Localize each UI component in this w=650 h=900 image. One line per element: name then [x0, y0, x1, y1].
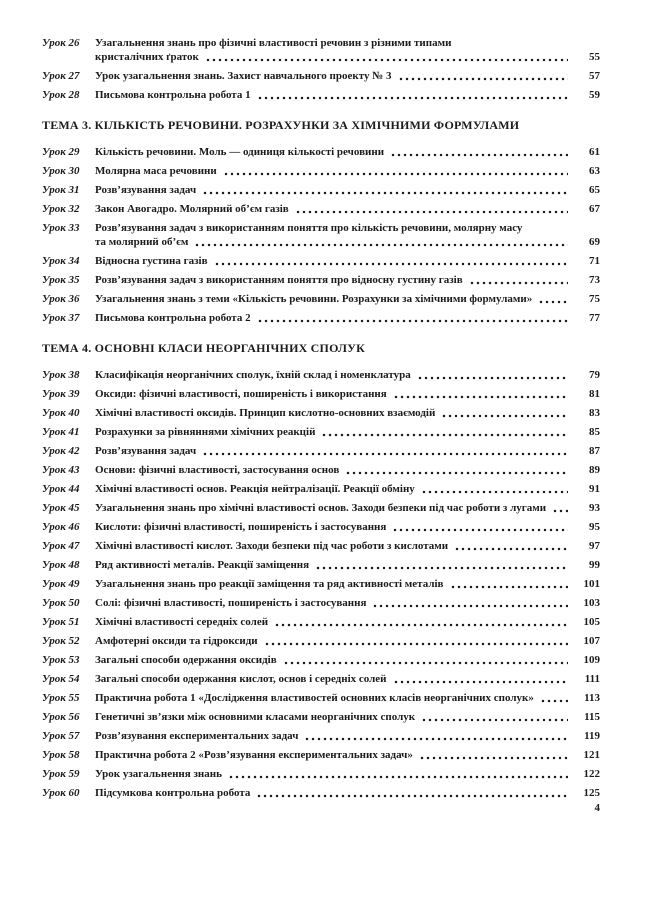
toc-entry: [42, 501, 600, 515]
lesson-title-lastline: [95, 539, 600, 553]
toc-entry: [42, 577, 600, 591]
lesson-title-line: Узагальнення знань з теми «Кількість речовини. Розрахунки за хімічними формулами»: [95, 293, 533, 305]
lesson-title-lastline: [95, 653, 600, 667]
lesson-title-line: Узагальнення знань про реакції заміщення та ряд активності металів: [95, 578, 444, 590]
lesson-title-line: Розрахунки за рівняннями хімічних реакцій: [95, 426, 316, 438]
page-ref: 67: [589, 203, 600, 215]
lesson-title: [95, 444, 600, 458]
lesson-number: Урок 37: [42, 312, 80, 324]
lesson-title-line: Класифікація неорганічних сполук, їхній склад і номенклатура: [95, 369, 411, 381]
lesson-title-lastline: [95, 88, 600, 102]
lesson-number: Урок 34: [42, 255, 80, 267]
page-ref: 69: [589, 236, 600, 248]
lesson-title: [95, 292, 600, 306]
dot-leader: [552, 509, 568, 513]
lesson-title-lastline: [95, 292, 600, 306]
toc-entry: [42, 164, 600, 178]
toc-entry: [42, 254, 600, 268]
lesson-number: Урок 55: [42, 692, 80, 704]
lesson-number: Урок 53: [42, 654, 80, 666]
toc-entry: [42, 202, 600, 216]
lesson-title: [95, 729, 600, 743]
dot-leader: [295, 210, 568, 214]
footer-page-number: 4: [594, 802, 600, 814]
lesson-number: Урок 27: [42, 70, 80, 82]
lesson-title: [95, 69, 600, 83]
dot-leader: [257, 319, 568, 323]
lesson-title-lastline: [95, 577, 600, 591]
lesson-title: [95, 596, 600, 610]
lesson-number: Урок 36: [42, 293, 80, 305]
toc-entry: [42, 615, 600, 629]
lesson-title-line: Узагальнення знань про фізичні властивості речовин з різними типами: [95, 37, 452, 49]
toc-entry: [42, 729, 600, 743]
lesson-title-line: Амфотерні оксиди та гідроксиди: [95, 635, 258, 647]
lesson-title: [95, 539, 600, 553]
toc-entry: [42, 221, 600, 249]
page-ref: 89: [589, 464, 600, 476]
lesson-title-lastline: [95, 767, 600, 781]
toc-entry: [42, 653, 600, 667]
lesson-number: Урок 30: [42, 165, 80, 177]
lesson-number: Урок 41: [42, 426, 80, 438]
toc-entry: [42, 406, 600, 420]
page-ref: 91: [589, 483, 600, 495]
lesson-number: Урок 33: [42, 222, 80, 234]
lesson-title-line: Розв’язування задач: [95, 445, 197, 457]
lesson-title: [95, 311, 600, 325]
lesson-title: [95, 145, 600, 159]
page-ref: 103: [583, 597, 600, 609]
dot-leader: [223, 172, 568, 176]
page-ref: 101: [583, 578, 600, 590]
dot-leader: [421, 490, 568, 494]
dot-leader: [264, 642, 568, 646]
toc-entry: [42, 558, 600, 572]
lesson-number: Урок 60: [42, 787, 80, 799]
toc-entry: [42, 311, 600, 325]
lesson-title: [95, 273, 600, 287]
page-ref: 81: [589, 388, 600, 400]
lesson-title-lastline: [95, 501, 600, 515]
page-ref: 65: [589, 184, 600, 196]
dot-leader: [417, 376, 568, 380]
lesson-title-line: Кислоти: фізичні властивості, поширеність і застосування: [95, 521, 387, 533]
page-ref: 99: [589, 559, 600, 571]
lesson-title-line: Відносна густина газів: [95, 255, 208, 267]
toc-entry: [42, 88, 600, 102]
lesson-title-line: Розв’язування експериментальних задач: [95, 730, 299, 742]
toc-entry: [42, 273, 600, 287]
page-ref: 83: [589, 407, 600, 419]
lesson-title-line: Солі: фізичні властивості, поширеність і застосування: [95, 597, 367, 609]
page-ref: 87: [589, 445, 600, 457]
lesson-title-line: Підсумкова контрольна робота: [95, 787, 251, 799]
page-ref: 93: [589, 502, 600, 514]
page-ref: 97: [589, 540, 600, 552]
lesson-title-lastline: [95, 558, 600, 572]
dot-leader: [321, 433, 568, 437]
dot-leader: [393, 395, 568, 399]
lesson-number: Урок 32: [42, 203, 80, 215]
dot-leader: [421, 718, 568, 722]
lesson-title: [95, 748, 600, 762]
lesson-number: Урок 57: [42, 730, 80, 742]
toc-entry: [42, 710, 600, 724]
page-ref: 95: [589, 521, 600, 533]
dot-leader: [256, 794, 568, 798]
toc-entry: [42, 539, 600, 553]
lesson-title: [95, 254, 600, 268]
lesson-title-lastline: [95, 444, 600, 458]
page-ref: 113: [584, 692, 600, 704]
lesson-title: [95, 767, 600, 781]
page-ref: 79: [589, 369, 600, 381]
lesson-title-lastline: [95, 729, 600, 743]
lesson-title-line: Письмова контрольна робота 2: [95, 312, 251, 324]
lesson-title: [95, 691, 600, 705]
lesson-number: Урок 44: [42, 483, 80, 495]
page-ref: 109: [583, 654, 600, 666]
lesson-title: [95, 558, 600, 572]
lesson-title: [95, 183, 600, 197]
dot-leader: [419, 756, 568, 760]
page-ref: 125: [583, 787, 600, 799]
page-ref: 55: [589, 51, 600, 63]
toc-entry: [42, 672, 600, 686]
lesson-title-line: Урок узагальнення знань: [95, 768, 222, 780]
lesson-title-line: Оксиди: фізичні властивості, поширеність і використання: [95, 388, 387, 400]
page-ref: 107: [583, 635, 600, 647]
toc-entry: [42, 387, 600, 401]
lesson-title-line: Кількість речовини. Моль — одиниця кількості речовини: [95, 146, 385, 158]
toc-entry: [42, 425, 600, 439]
lesson-number: Урок 43: [42, 464, 80, 476]
lesson-number: Урок 42: [42, 445, 80, 457]
lesson-title-line: Розв’язування задач з використанням поняття про відносну густину газів: [95, 274, 463, 286]
lesson-title-lastline: [95, 254, 600, 268]
toc-entry: [42, 368, 600, 382]
dot-leader: [274, 623, 568, 627]
page-ref: 122: [583, 768, 600, 780]
lesson-title-line: Хімічні властивості кислот. Заходи безпеки під час роботи з кислотами: [95, 540, 449, 552]
toc-entry: [42, 292, 600, 306]
dot-leader: [441, 414, 568, 418]
page-ref: 77: [589, 312, 600, 324]
dot-leader: [315, 566, 568, 570]
lesson-title-lastline: [95, 406, 600, 420]
lesson-title-lastline: [95, 615, 600, 629]
lesson-title-lastline: [95, 311, 600, 325]
dot-leader: [372, 604, 568, 608]
dot-leader: [390, 153, 568, 157]
dot-leader: [304, 737, 568, 741]
lesson-title: [95, 202, 600, 216]
lesson-title-lastline: [95, 482, 600, 496]
lesson-title-line: Урок узагальнення знань. Захист навчального проекту № 3: [95, 70, 392, 82]
dot-leader: [345, 471, 568, 475]
lesson-title: [95, 653, 600, 667]
lesson-title-lastline: [95, 425, 600, 439]
lesson-title-lastline: [95, 387, 600, 401]
lesson-title-line: Хімічні властивості оксидів. Принцип кислотно-основних взаємодій: [95, 407, 436, 419]
page-ref: 115: [584, 711, 600, 723]
lesson-number: Урок 50: [42, 597, 80, 609]
dot-leader: [202, 452, 568, 456]
dot-leader: [283, 661, 568, 665]
toc-entry: [42, 634, 600, 648]
lesson-title-line: Загальні способи одержання оксидів: [95, 654, 277, 666]
lesson-number: Урок 46: [42, 521, 80, 533]
lesson-title-line: Основи: фізичні властивості, застосування основ: [95, 464, 340, 476]
lesson-title-lastline: [95, 183, 600, 197]
lesson-title-lastline: [95, 164, 600, 178]
lesson-title-line: Узагальнення знань про хімічні властивості основ. Заходи безпеки під час роботи з лугами: [95, 502, 547, 514]
page-ref: 119: [584, 730, 600, 742]
lesson-title-lastline: [95, 273, 600, 287]
page-ref: 71: [589, 255, 600, 267]
table-of-contents: [42, 36, 600, 805]
lesson-title-lastline: [95, 691, 600, 705]
lesson-title-lastline: [95, 235, 600, 249]
lesson-title-line: кристалічних ґраток: [95, 51, 199, 63]
dot-leader: [398, 77, 568, 81]
lesson-number: Урок 40: [42, 407, 80, 419]
toc-entry: [42, 36, 600, 64]
lesson-title-lastline: [95, 596, 600, 610]
lesson-number: Урок 48: [42, 559, 80, 571]
toc-entry: [42, 183, 600, 197]
lesson-title-line: Практична робота 1 «Дослідження властивостей основних класів неорганічних сполук»: [95, 692, 534, 704]
lesson-title-line: Розв’язування задач з використанням поняття про кількість речовини, молярну масу: [95, 222, 523, 234]
page-ref: 85: [589, 426, 600, 438]
dot-leader: [194, 243, 568, 247]
lesson-title-lastline: [95, 50, 600, 64]
lesson-title-lastline: [95, 520, 600, 534]
dot-leader: [469, 281, 568, 285]
toc-entry: [42, 691, 600, 705]
lesson-title: [95, 520, 600, 534]
lesson-number: Урок 56: [42, 711, 80, 723]
toc-entry: [42, 463, 600, 477]
lesson-title: [95, 164, 600, 178]
dot-leader: [228, 775, 568, 779]
lesson-title: [95, 710, 600, 724]
lesson-title-lastline: [95, 69, 600, 83]
lesson-title: [95, 387, 600, 401]
lesson-title-line: Практична робота 2 «Розв’язування експериментальних задач»: [95, 749, 413, 761]
lesson-title: [95, 406, 600, 420]
lesson-number: Урок 49: [42, 578, 80, 590]
lesson-title-lastline: [95, 202, 600, 216]
lesson-number: Урок 29: [42, 146, 80, 158]
lesson-title-lastline: [95, 145, 600, 159]
lesson-title: [95, 634, 600, 648]
lesson-title: [95, 672, 600, 686]
lesson-title: [95, 368, 600, 382]
dot-leader: [454, 547, 568, 551]
page-ref: 61: [589, 146, 600, 158]
lesson-title-line: Генетичні зв’язки між основними класами неорганічних сполук: [95, 711, 416, 723]
lesson-number: Урок 38: [42, 369, 80, 381]
lesson-title-line: Хімічні властивості основ. Реакція нейтралізації. Реакції обміну: [95, 483, 415, 495]
lesson-number: Урок 58: [42, 749, 80, 761]
lesson-number: Урок 39: [42, 388, 80, 400]
dot-leader: [540, 699, 568, 703]
dot-leader: [392, 528, 568, 532]
lesson-title: [95, 425, 600, 439]
dot-leader: [202, 191, 568, 195]
lesson-title-lastline: [95, 748, 600, 762]
lesson-title: [95, 482, 600, 496]
lesson-title-line: Молярна маса речовини: [95, 165, 217, 177]
lesson-title-line: та молярний об’єм: [95, 236, 189, 248]
lesson-number: Урок 51: [42, 616, 80, 628]
page-ref: 75: [589, 293, 600, 305]
lesson-number: Урок 26: [42, 37, 80, 49]
lesson-title: [95, 786, 600, 800]
section-heading: ТЕМА 4. ОСНОВНІ КЛАСИ НЕОРГАНІЧНИХ СПОЛУК: [42, 341, 366, 355]
lesson-title: [95, 577, 600, 591]
dot-leader: [450, 585, 569, 589]
page-ref: 63: [589, 165, 600, 177]
lesson-title: [95, 88, 600, 102]
lesson-number: Урок 54: [42, 673, 80, 685]
lesson-number: Урок 35: [42, 274, 80, 286]
toc-entry: [42, 145, 600, 159]
lesson-title-line: Письмова контрольна робота 1: [95, 89, 251, 101]
toc-entry: [42, 767, 600, 781]
lesson-title-line: Загальні способи одержання кислот, основ і середніх солей: [95, 673, 387, 685]
lesson-number: Урок 47: [42, 540, 80, 552]
lesson-title-lastline: [95, 463, 600, 477]
toc-entry: [42, 596, 600, 610]
lesson-title-lastline: [95, 672, 600, 686]
lesson-title: [95, 36, 600, 64]
page-ref: 59: [589, 89, 600, 101]
lesson-number: Урок 28: [42, 89, 80, 101]
lesson-title-line: Хімічні властивості середніх солей: [95, 616, 269, 628]
lesson-number: Урок 52: [42, 635, 80, 647]
page-ref: 105: [583, 616, 600, 628]
dot-leader: [538, 300, 568, 304]
lesson-title-lastline: [95, 786, 600, 800]
lesson-title-lastline: [95, 368, 600, 382]
lesson-title: [95, 463, 600, 477]
toc-entry: [42, 482, 600, 496]
lesson-number: Урок 45: [42, 502, 80, 514]
lesson-title-lastline: [95, 710, 600, 724]
page-ref: 111: [584, 673, 600, 685]
page-ref: 121: [583, 749, 600, 761]
toc-entry: [42, 520, 600, 534]
page-ref: 73: [589, 274, 600, 286]
lesson-title: [95, 501, 600, 515]
lesson-title-line: Розв’язування задач: [95, 184, 197, 196]
toc-entry: [42, 69, 600, 83]
dot-leader: [205, 58, 568, 62]
lesson-title-lastline: [95, 634, 600, 648]
lesson-title-line: Закон Авогадро. Молярний об’єм газів: [95, 203, 289, 215]
dot-leader: [214, 262, 568, 266]
section-heading: ТЕМА 3. КІЛЬКІСТЬ РЕЧОВИНИ. РОЗРАХУНКИ ЗА ХІМІЧНИМИ ФОРМУЛАМИ: [42, 118, 520, 132]
dot-leader: [257, 96, 568, 100]
toc-entry: [42, 444, 600, 458]
lesson-title: [95, 615, 600, 629]
toc-entry: [42, 786, 600, 800]
lesson-number: Урок 31: [42, 184, 80, 196]
lesson-title: [95, 221, 600, 249]
lesson-number: Урок 59: [42, 768, 80, 780]
lesson-title-line: Ряд активності металів. Реакції заміщення: [95, 559, 310, 571]
toc-entry: [42, 748, 600, 762]
page-ref: 57: [589, 70, 600, 82]
dot-leader: [393, 680, 568, 684]
